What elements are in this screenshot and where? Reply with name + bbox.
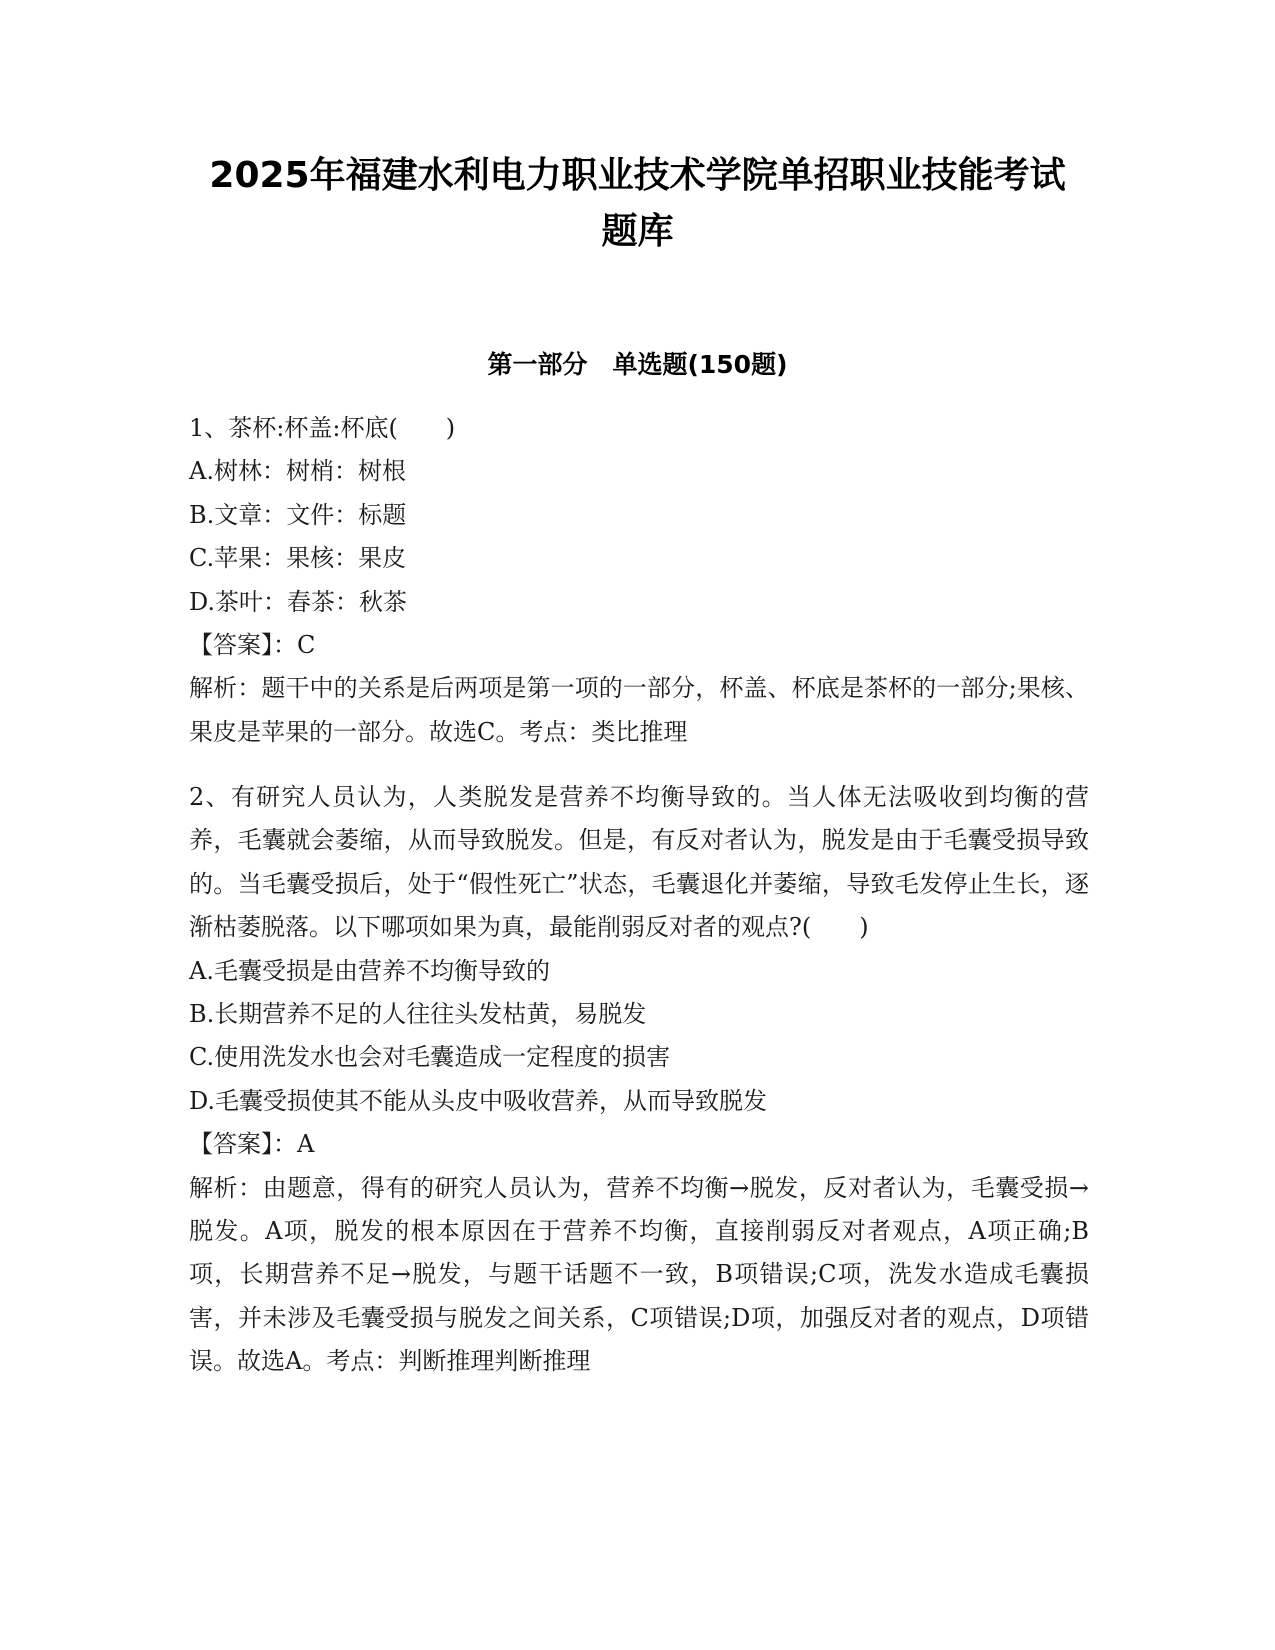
- section-title: 第一部分 单选题(150题): [487, 350, 788, 379]
- option-a: A.树林：树梢：树根: [189, 457, 406, 486]
- option-a: A.毛囊受损是由营养不均衡导致的: [189, 956, 550, 985]
- question-1: [189, 407, 1089, 754]
- option-d: D.毛囊受损使其不能从头皮中吸收营养，从而导致脱发: [189, 1086, 768, 1115]
- analysis: 解析：由题意，得有的研究人员认为，营养不均衡→脱发，反对者认为，毛囊受损→脱发。A项，脱发的根本原因在于营养不均衡，直接削弱反对者观点，A项正确;B项，长期营养不足→脱发，与题干话题不一致，B项错误;C项，洗发水造成毛囊损害，并未涉及毛囊受损与脱发之间关系，C项错误;D项，加强反对者的观点，D项错误。故选A。考点：判断推理判断推理: [189, 1173, 1089, 1376]
- document-title-line-1: 2025年福建水利电力职业技术学院单招职业技能考试: [209, 155, 1066, 196]
- option-d: D.茶叶：春茶：秋茶: [189, 587, 408, 616]
- question-2: [189, 776, 1089, 1384]
- question-stem: 1、茶杯:杯盖:杯底( ): [189, 414, 456, 442]
- question-stem: 2、有研究人员认为，人类脱发是营养不均衡导致的。当人体无法吸收到均衡的营养，毛囊就会萎缩，从而导致脱发。但是，有反对者认为，脱发是由于毛囊受损导致的。当毛囊受损后，处于“假性死亡”状态，毛囊退化并萎缩，导致毛发停止生长，逐渐枯萎脱落。以下哪项如果为真，最能削弱反对者的观点?( ): [189, 783, 1089, 942]
- option-b: B.长期营养不足的人往往头发枯黄，易脱发: [189, 1000, 647, 1029]
- analysis: 解析：题干中的关系是后两项是第一项的一部分，杯盖、杯底是茶杯的一部分;果核、果皮是苹果的一部分。故选C。考点：类比推理: [189, 674, 1089, 746]
- option-c: C.使用洗发水也会对毛囊造成一定程度的损害: [189, 1043, 671, 1072]
- answer: 【答案】：C: [189, 631, 316, 660]
- document-title-line-2: 题库: [601, 211, 674, 252]
- option-b: B.文章：文件：标题: [189, 500, 407, 529]
- document-title: [150, 148, 1125, 260]
- option-c: C.苹果：果核：果皮: [189, 544, 407, 573]
- answer: 【答案】：A: [189, 1130, 315, 1159]
